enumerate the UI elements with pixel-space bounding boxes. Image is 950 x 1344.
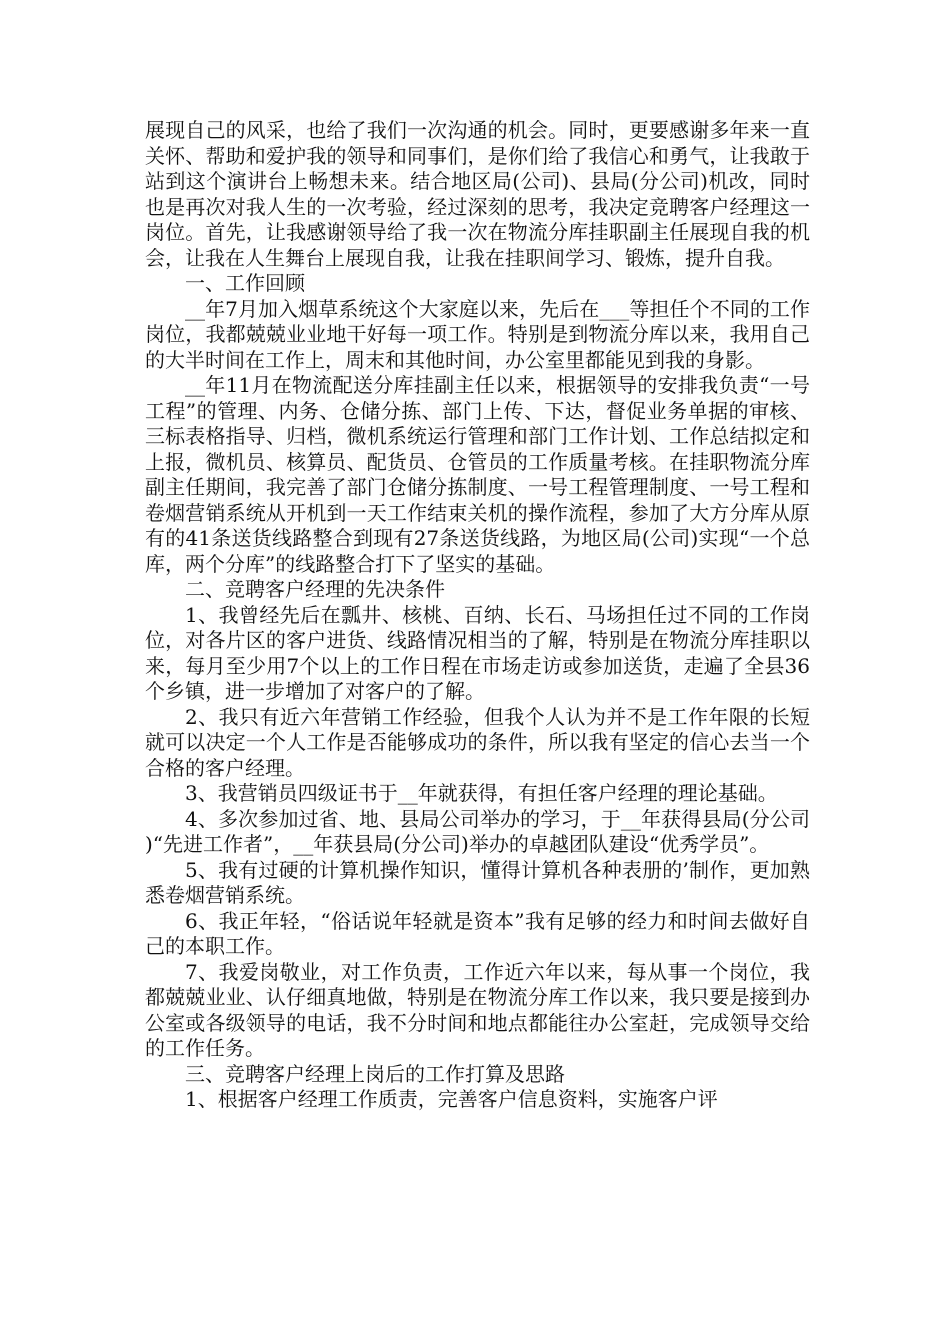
list-item-prerequisite-4: 4、多次参加过省、地、县局公司举办的学习，于__年获得县局(分公司)“先进工作者”，__年获县局(分公司)举办的卓越团队建设“优秀学员”。 — [145, 806, 810, 856]
list-item-prerequisite-3: 3、我营销员四级证书于__年就获得，有担任客户经理的理论基础。 — [185, 781, 778, 805]
paragraph-work-review-1: __年7月加入烟草系统这个大家庭以来，先后在___等担任个不同的工作岗位，我都兢兢业业地干好每一项工作。特别是到物流分库以来，我用自己的大半时间在工作上，周末和其他时间，办公室里都能见到我的身影。 — [145, 296, 810, 372]
list-item-prerequisite-5: 5、我有过硬的计算机操作知识，懂得计算机各种表册的’制作，更加熟悉卷烟营销系统。 — [145, 857, 810, 907]
list-item-prerequisite-7: 7、我爱岗敬业，对工作负责，工作近六年以来，每从事一个岗位，我都兢兢业业、认仔细真地做，特别是在物流分库工作以来，我只要是接到办公室或各级领导的电话，我不分时间和地点都能往办公室赶，完成领导交给的工作任务。 — [145, 959, 810, 1060]
paragraph-intro: 展现自己的风采，也给了我们一次沟通的机会。同时，更要感谢多年来一直关怀、帮助和爱护我的领导和同事们，是你们给了我信心和勇气，让我敢于站到这个演讲台上畅想未来。结合地区局(公司)、县局(分公司)机改，同时也是再次对我人生的一次考验，经过深刻的思考，我决定竞聘客户经理这一岗位。首先，让我感谢领导给了我一次在物流分库挂职副主任展现自我的机会，让我在人生舞台上展现自我，让我在挂职间学习、锻炼，提升自我。 — [145, 118, 810, 270]
section-heading-prerequisites: 二、竞聘客户经理的先决条件 — [185, 577, 445, 601]
list-item-work-plan-1: 1、根据客户经理工作质责，完善客户信息资料，实施客户评 — [185, 1087, 718, 1111]
section-heading-work-review: 一、工作回顾 — [185, 271, 305, 295]
list-item-prerequisite-1: 1、我曾经先后在瓢井、核桃、百纳、长石、马场担任过不同的工作岗位，对各片区的客户进货、线路情况相当的了解，特别是在物流分库挂职以来，每月至少用7个以上的工作日程在市场走访或参加送货，走遍了全县36个乡镇，进一步增加了对客户的了解。 — [145, 602, 810, 703]
section-heading-work-plan: 三、竞聘客户经理上岗后的工作打算及思路 — [185, 1061, 565, 1086]
list-item-prerequisite-2: 2、我只有近六年营销工作经验，但我个人认为并不是工作年限的长短就可以决定一个人工作是否能够成功的条件，所以我有坚定的信心去当一个合格的客户经理。 — [145, 704, 810, 780]
paragraph-work-review-2: __年11月在物流配送分库挂副主任以来，根据领导的安排我负责“一号工程”的管理、内务、仓储分拣、部门上传、下达，督促业务单据的审核、三标表格指导、归档，微机系统运行管理和部门工作计划、工作总结拟定和上报，微机员、核算员、配货员、仓管员的工作质量考核。在挂职物流分库副主任期间，我完善了部门仓储分拣制度、一号工程管理制度、一号工程和卷烟营销系统从开机到一天工作结束关机的操作流程，参加了大方分库从原有的41条送货线路整合到现有27条送货线路，为地区局(公司)实现“一个总库，两个分库”的线路整合打下了坚实的基础。 — [145, 373, 810, 576]
document-page — [145, 118, 810, 1113]
list-item-prerequisite-6: 6、我正年轻，“俗话说年轻就是资本”我有足够的经力和时间去做好自己的本职工作。 — [145, 908, 810, 958]
